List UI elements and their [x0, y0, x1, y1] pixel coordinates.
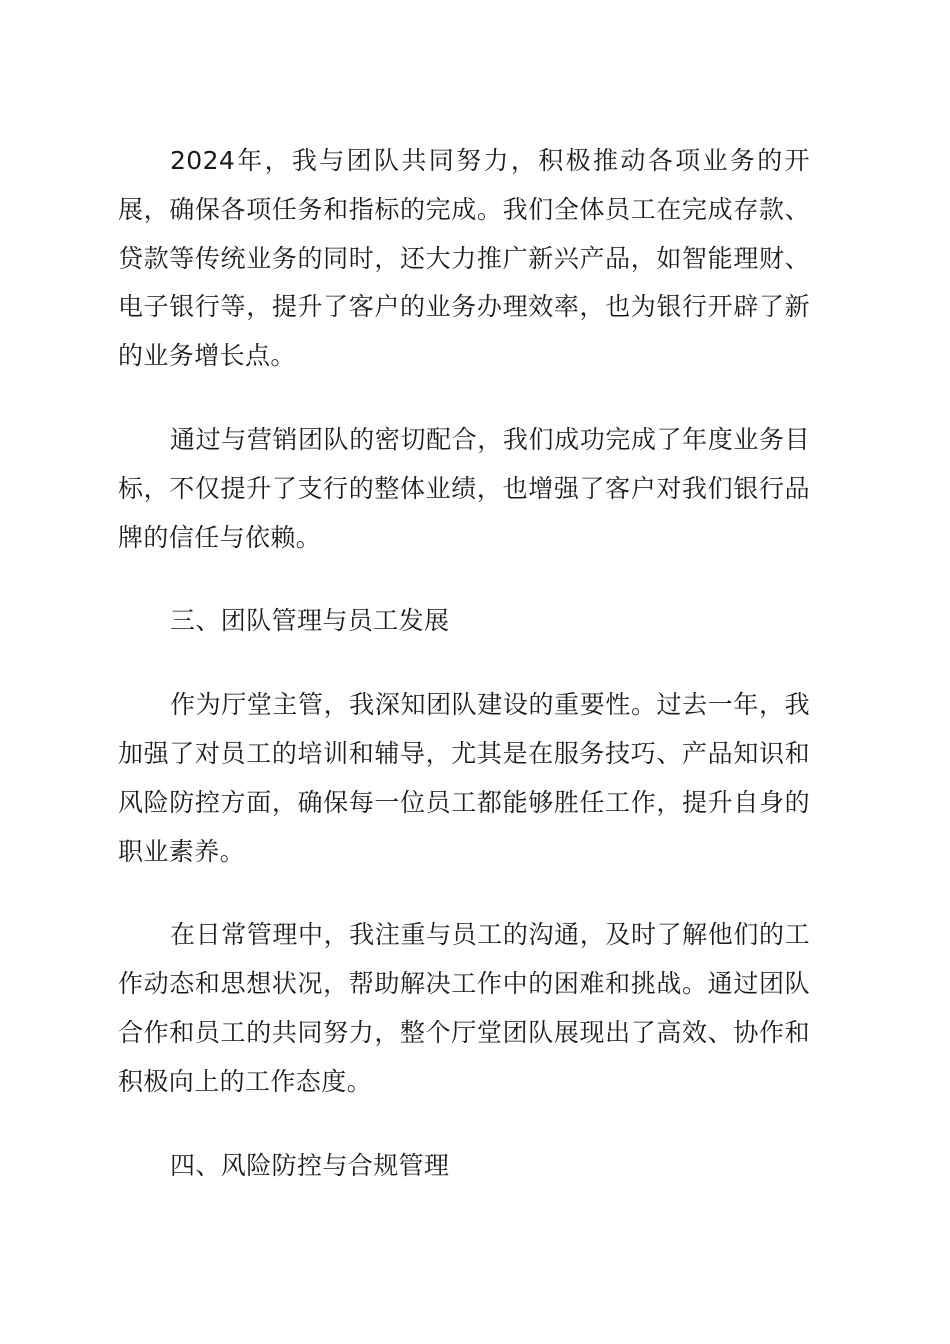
paragraph-spacer [118, 876, 810, 911]
paragraph-business-progress: 2024年，我与团队共同努力，积极推动各项业务的开展，确保各项任务和指标的完成。我们全体员工在完成存款、贷款等传统业务的同时，还大力推广新兴产品，如智能理财、电子银行等，提升了客户的业务办理效率，也为银行开辟了新的业务增长点。 [118, 146, 810, 371]
section-heading-team-management: 三、团队管理与员工发展 [170, 606, 450, 636]
paragraph-marketing-cooperation: 通过与营销团队的密切配合，我们成功完成了年度业务目标，不仅提升了支行的整体业绩，也增强了客户对我们银行品牌的信任与依赖。 [118, 424, 810, 552]
paragraph-team-building: 作为厅堂主管，我深知团队建设的重要性。过去一年，我加强了对员工的培训和辅导，尤其是在服务技巧、产品知识和风险防控方面，确保每一位员工都能够胜任工作，提升自身的职业素养。 [118, 690, 810, 866]
document-body [118, 137, 810, 1190]
paragraph-spacer [118, 381, 810, 416]
paragraph-spacer [118, 562, 810, 597]
paragraph-spacer [118, 1107, 810, 1142]
section-heading-risk-compliance: 四、风险防控与合规管理 [170, 1150, 450, 1180]
paragraph-daily-management: 在日常管理中，我注重与员工的沟通，及时了解他们的工作动态和思想状况，帮助解决工作中的困难和挑战。通过团队合作和员工的共同努力，整个厅堂团队展现出了高效、协作和积极向上的工作态度。 [118, 920, 810, 1096]
paragraph-spacer [118, 646, 810, 681]
